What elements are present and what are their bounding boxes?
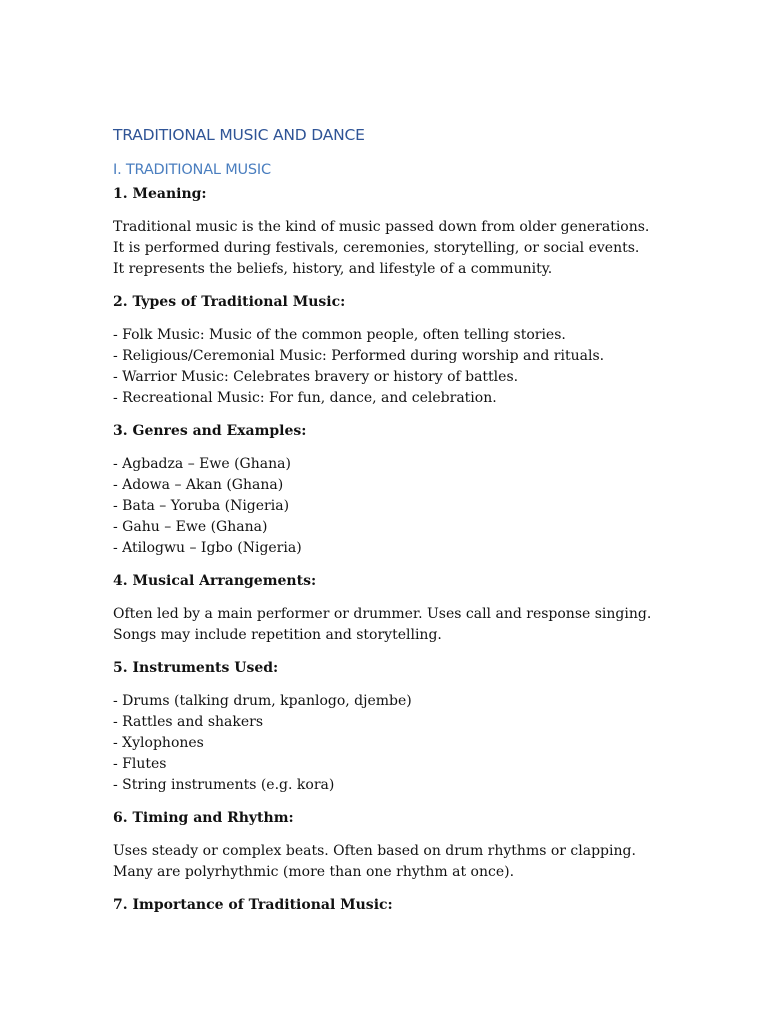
meaning-paragraph: Traditional music is the kind of music passed down from older generations. It is performed during festivals, ceremonies, storytelling, or social events. It represents the beliefs, history, and lifestyle of a community. [113,219,650,277]
list-item: - String instruments (e.g. kora) [113,777,335,793]
genres-list [113,454,653,559]
list-item: - Rattles and shakers [113,714,264,730]
meaning-heading: 1. Meaning: [113,186,207,202]
list-item: - Adowa – Akan (Ghana) [113,477,284,493]
list-item: - Religious/Ceremonial Music: Performed during worship and rituals. [113,348,605,364]
list-item: - Flutes [113,756,167,772]
genres-heading: 3. Genres and Examples: [113,423,307,439]
arrangements-paragraph: Often led by a main performer or drummer. Uses call and response singing. Songs may include repetition and storytelling. [113,606,652,643]
instruments-list [113,691,653,796]
list-item: - Bata – Yoruba (Nigeria) [113,498,290,514]
list-item: - Xylophones [113,735,204,751]
document-title: TRADITIONAL MUSIC AND DANCE [113,126,365,144]
list-item: - Atilogwu – Igbo (Nigeria) [113,540,302,556]
section-title: I. TRADITIONAL MUSIC [113,162,271,178]
list-item: - Folk Music: Music of the common people, often telling stories. [113,327,566,343]
list-item: - Agbadza – Ewe (Ghana) [113,456,291,472]
importance-heading: 7. Importance of Traditional Music: [113,897,393,913]
types-list [113,325,653,409]
list-item: - Recreational Music: For fun, dance, and celebration. [113,390,497,406]
timing-heading: 6. Timing and Rhythm: [113,810,294,826]
list-item: - Gahu – Ewe (Ghana) [113,519,268,535]
instruments-heading: 5. Instruments Used: [113,660,279,676]
timing-paragraph: Uses steady or complex beats. Often based on drum rhythms or clapping. Many are polyrhythmic (more than one rhythm at once). [113,843,636,880]
document-content [113,124,653,928]
list-item: - Warrior Music: Celebrates bravery or history of battles. [113,369,519,385]
arrangements-heading: 4. Musical Arrangements: [113,573,317,589]
list-item: - Drums (talking drum, kpanlogo, djembe) [113,693,412,709]
types-heading: 2. Types of Traditional Music: [113,294,346,310]
